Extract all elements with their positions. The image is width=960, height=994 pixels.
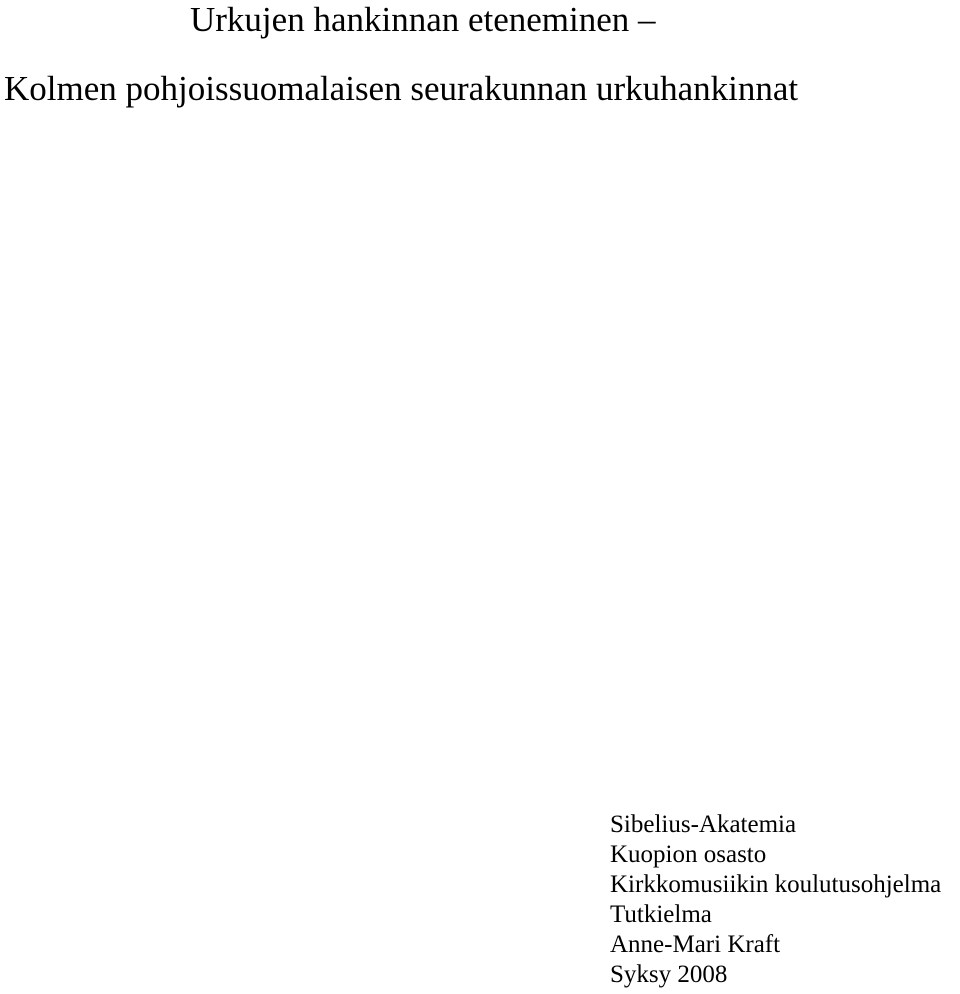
document-date: Syksy 2008 bbox=[610, 961, 728, 988]
document-subtitle: Kolmen pohjoissuomalaisen seurakunnan urkuhankinnat bbox=[4, 69, 799, 108]
institution-name: Sibelius-Akatemia bbox=[610, 811, 797, 838]
document-title: Urkujen hankinnan eteneminen – bbox=[190, 0, 656, 39]
department-name: Kuopion osasto bbox=[610, 841, 767, 868]
work-type: Tutkielma bbox=[610, 901, 712, 928]
author-name: Anne-Mari Kraft bbox=[610, 931, 781, 958]
title-page-info-block bbox=[610, 810, 941, 990]
programme-name: Kirkkomusiikin koulutusohjelma bbox=[610, 871, 942, 898]
